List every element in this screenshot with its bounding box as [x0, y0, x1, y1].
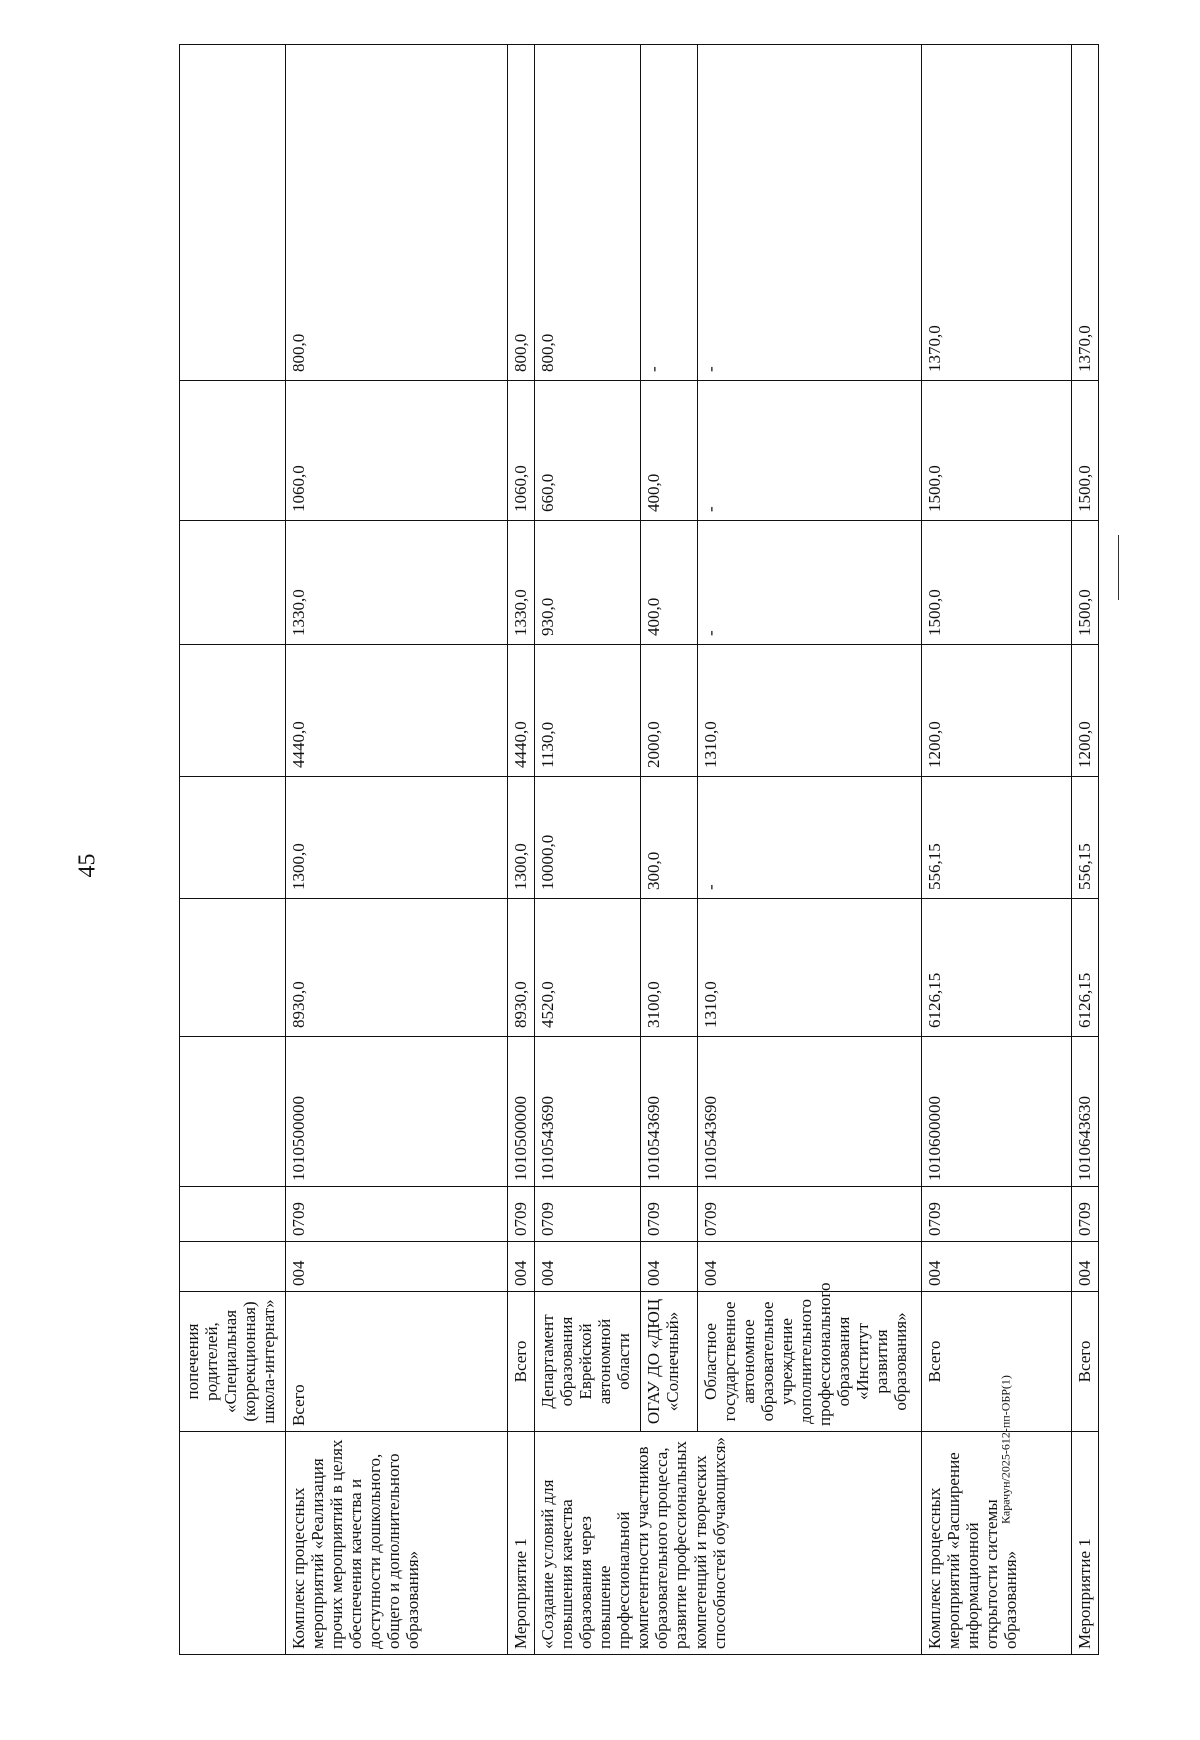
cell-year-3: 930,0 [535, 521, 641, 645]
cell-year-5: 800,0 [285, 45, 508, 381]
cell-executor: ОГАУ ДО «ДЮЦ «Солнечный» [641, 1292, 698, 1432]
cell-year-2: 2000,0 [641, 645, 698, 777]
cell-year-4: 1500,0 [1072, 381, 1099, 521]
cell-executor: попечения родителей, «Специальная (коррекционная) школа-интернат» [180, 1292, 286, 1432]
cell-name [180, 1432, 286, 1655]
cell-year-1: 300,0 [641, 777, 698, 899]
cell-year-4: 1500,0 [921, 381, 1071, 521]
cell-year-4: 1060,0 [285, 381, 508, 521]
cell-year-5: 1370,0 [1072, 45, 1099, 381]
cell-rz [180, 1187, 286, 1242]
cell-year-5: 1370,0 [921, 45, 1071, 381]
cell-name: Мероприятие 1 [508, 1432, 535, 1655]
cell-executor: Всего [285, 1292, 508, 1432]
cell-rz: 0709 [285, 1187, 508, 1242]
cell-rz: 0709 [921, 1187, 1071, 1242]
table-row [285, 45, 508, 1655]
cell-year-2: 1200,0 [1072, 645, 1099, 777]
cell-name: «Создание условий для повышения качества образования через повышение профессиональной компетентности участников образовательного процесса, развитие профессиональных компетенций и творческих способностей обучающихся» [535, 1432, 922, 1655]
cell-name: Комплекс процессных мероприятий «Расширение информационной открытости системы образования» [921, 1432, 1071, 1655]
cell-year-1: - [697, 777, 921, 899]
cell-total: 1310,0 [697, 899, 921, 1037]
cell-executor: Департамент образования Еврейской автономной области [535, 1292, 641, 1432]
cell-grbs: 004 [641, 1242, 698, 1292]
cell-rz: 0709 [641, 1187, 698, 1242]
cell-year-1: 10000,0 [535, 777, 641, 899]
cell-executor: Областное государственное автономное образовательное учреждение дополнительного профессионального образования «Институт развития образования» [697, 1292, 921, 1432]
cell-year-5 [180, 45, 286, 381]
cell-year-5: 800,0 [508, 45, 535, 381]
cell-total: 6126,15 [921, 899, 1071, 1037]
cell-year-3 [180, 521, 286, 645]
table-row [1072, 45, 1099, 1655]
cell-grbs: 004 [1072, 1242, 1099, 1292]
cell-grbs: 004 [285, 1242, 508, 1292]
cell-year-2: 1130,0 [535, 645, 641, 777]
cell-year-5: 800,0 [535, 45, 641, 381]
cell-rz: 0709 [697, 1187, 921, 1242]
cell-csr: 1010600000 [921, 1037, 1071, 1187]
cell-rz: 0709 [535, 1187, 641, 1242]
cell-rz: 0709 [1072, 1187, 1099, 1242]
cell-year-4 [180, 381, 286, 521]
cell-grbs: 004 [535, 1242, 641, 1292]
cell-year-3: - [697, 521, 921, 645]
cell-year-4: 1060,0 [508, 381, 535, 521]
cell-csr: 1010543690 [641, 1037, 698, 1187]
cell-total: 8930,0 [508, 899, 535, 1037]
cell-year-1 [180, 777, 286, 899]
cell-csr: 1010643630 [1072, 1037, 1099, 1187]
cell-csr: 1010500000 [508, 1037, 535, 1187]
cell-year-3: 1330,0 [508, 521, 535, 645]
cell-executor: Всего [921, 1292, 1071, 1432]
rotated-table-container [179, 45, 1099, 1655]
document-code: Карачун/2025-612-пп-ОБР(1) [998, 1375, 1013, 1524]
cell-year-2: 4440,0 [508, 645, 535, 777]
cell-year-2 [180, 645, 286, 777]
cell-year-4: 400,0 [641, 381, 698, 521]
table-row [697, 45, 921, 1655]
cell-csr: 1010543690 [697, 1037, 921, 1187]
cell-year-1: 556,15 [1072, 777, 1099, 899]
cell-grbs [180, 1242, 286, 1292]
cell-total: 8930,0 [285, 899, 508, 1037]
cell-executor: Всего [1072, 1292, 1099, 1432]
cell-year-2: 1200,0 [921, 645, 1071, 777]
cell-year-2: 1310,0 [697, 645, 921, 777]
cell-year-1: 556,15 [921, 777, 1071, 899]
cell-csr [180, 1037, 286, 1187]
table-row [180, 45, 286, 1655]
table-row [921, 45, 1071, 1655]
cell-year-1: 1300,0 [508, 777, 535, 899]
cell-year-3: 1500,0 [1072, 521, 1099, 645]
cell-grbs: 004 [697, 1242, 921, 1292]
page-edge-line [1118, 535, 1119, 600]
cell-year-3: 400,0 [641, 521, 698, 645]
cell-total: 6126,15 [1072, 899, 1099, 1037]
cell-rz: 0709 [508, 1187, 535, 1242]
cell-total: 3100,0 [641, 899, 698, 1037]
cell-csr: 1010543690 [535, 1037, 641, 1187]
cell-year-3: 1330,0 [285, 521, 508, 645]
cell-csr: 1010500000 [285, 1037, 508, 1187]
cell-grbs: 004 [921, 1242, 1071, 1292]
cell-total [180, 899, 286, 1037]
cell-name: Комплекс процессных мероприятий «Реализация прочих мероприятий в целях обеспечения качества и доступности дошкольного, общего и дополнительного образования» [285, 1432, 508, 1655]
cell-name: Мероприятие 1 [1072, 1432, 1099, 1655]
cell-year-5: - [641, 45, 698, 381]
cell-year-2: 4440,0 [285, 645, 508, 777]
cell-year-5: - [697, 45, 921, 381]
cell-year-1: 1300,0 [285, 777, 508, 899]
cell-year-4: - [697, 381, 921, 521]
cell-total: 4520,0 [535, 899, 641, 1037]
cell-executor: Всего [508, 1292, 535, 1432]
cell-grbs: 004 [508, 1242, 535, 1292]
table-row [535, 45, 641, 1655]
table-row [641, 45, 698, 1655]
budget-table [179, 44, 1099, 1655]
table-row [508, 45, 535, 1655]
cell-year-4: 660,0 [535, 381, 641, 521]
page-number: 45 [74, 853, 101, 878]
cell-year-3: 1500,0 [921, 521, 1071, 645]
